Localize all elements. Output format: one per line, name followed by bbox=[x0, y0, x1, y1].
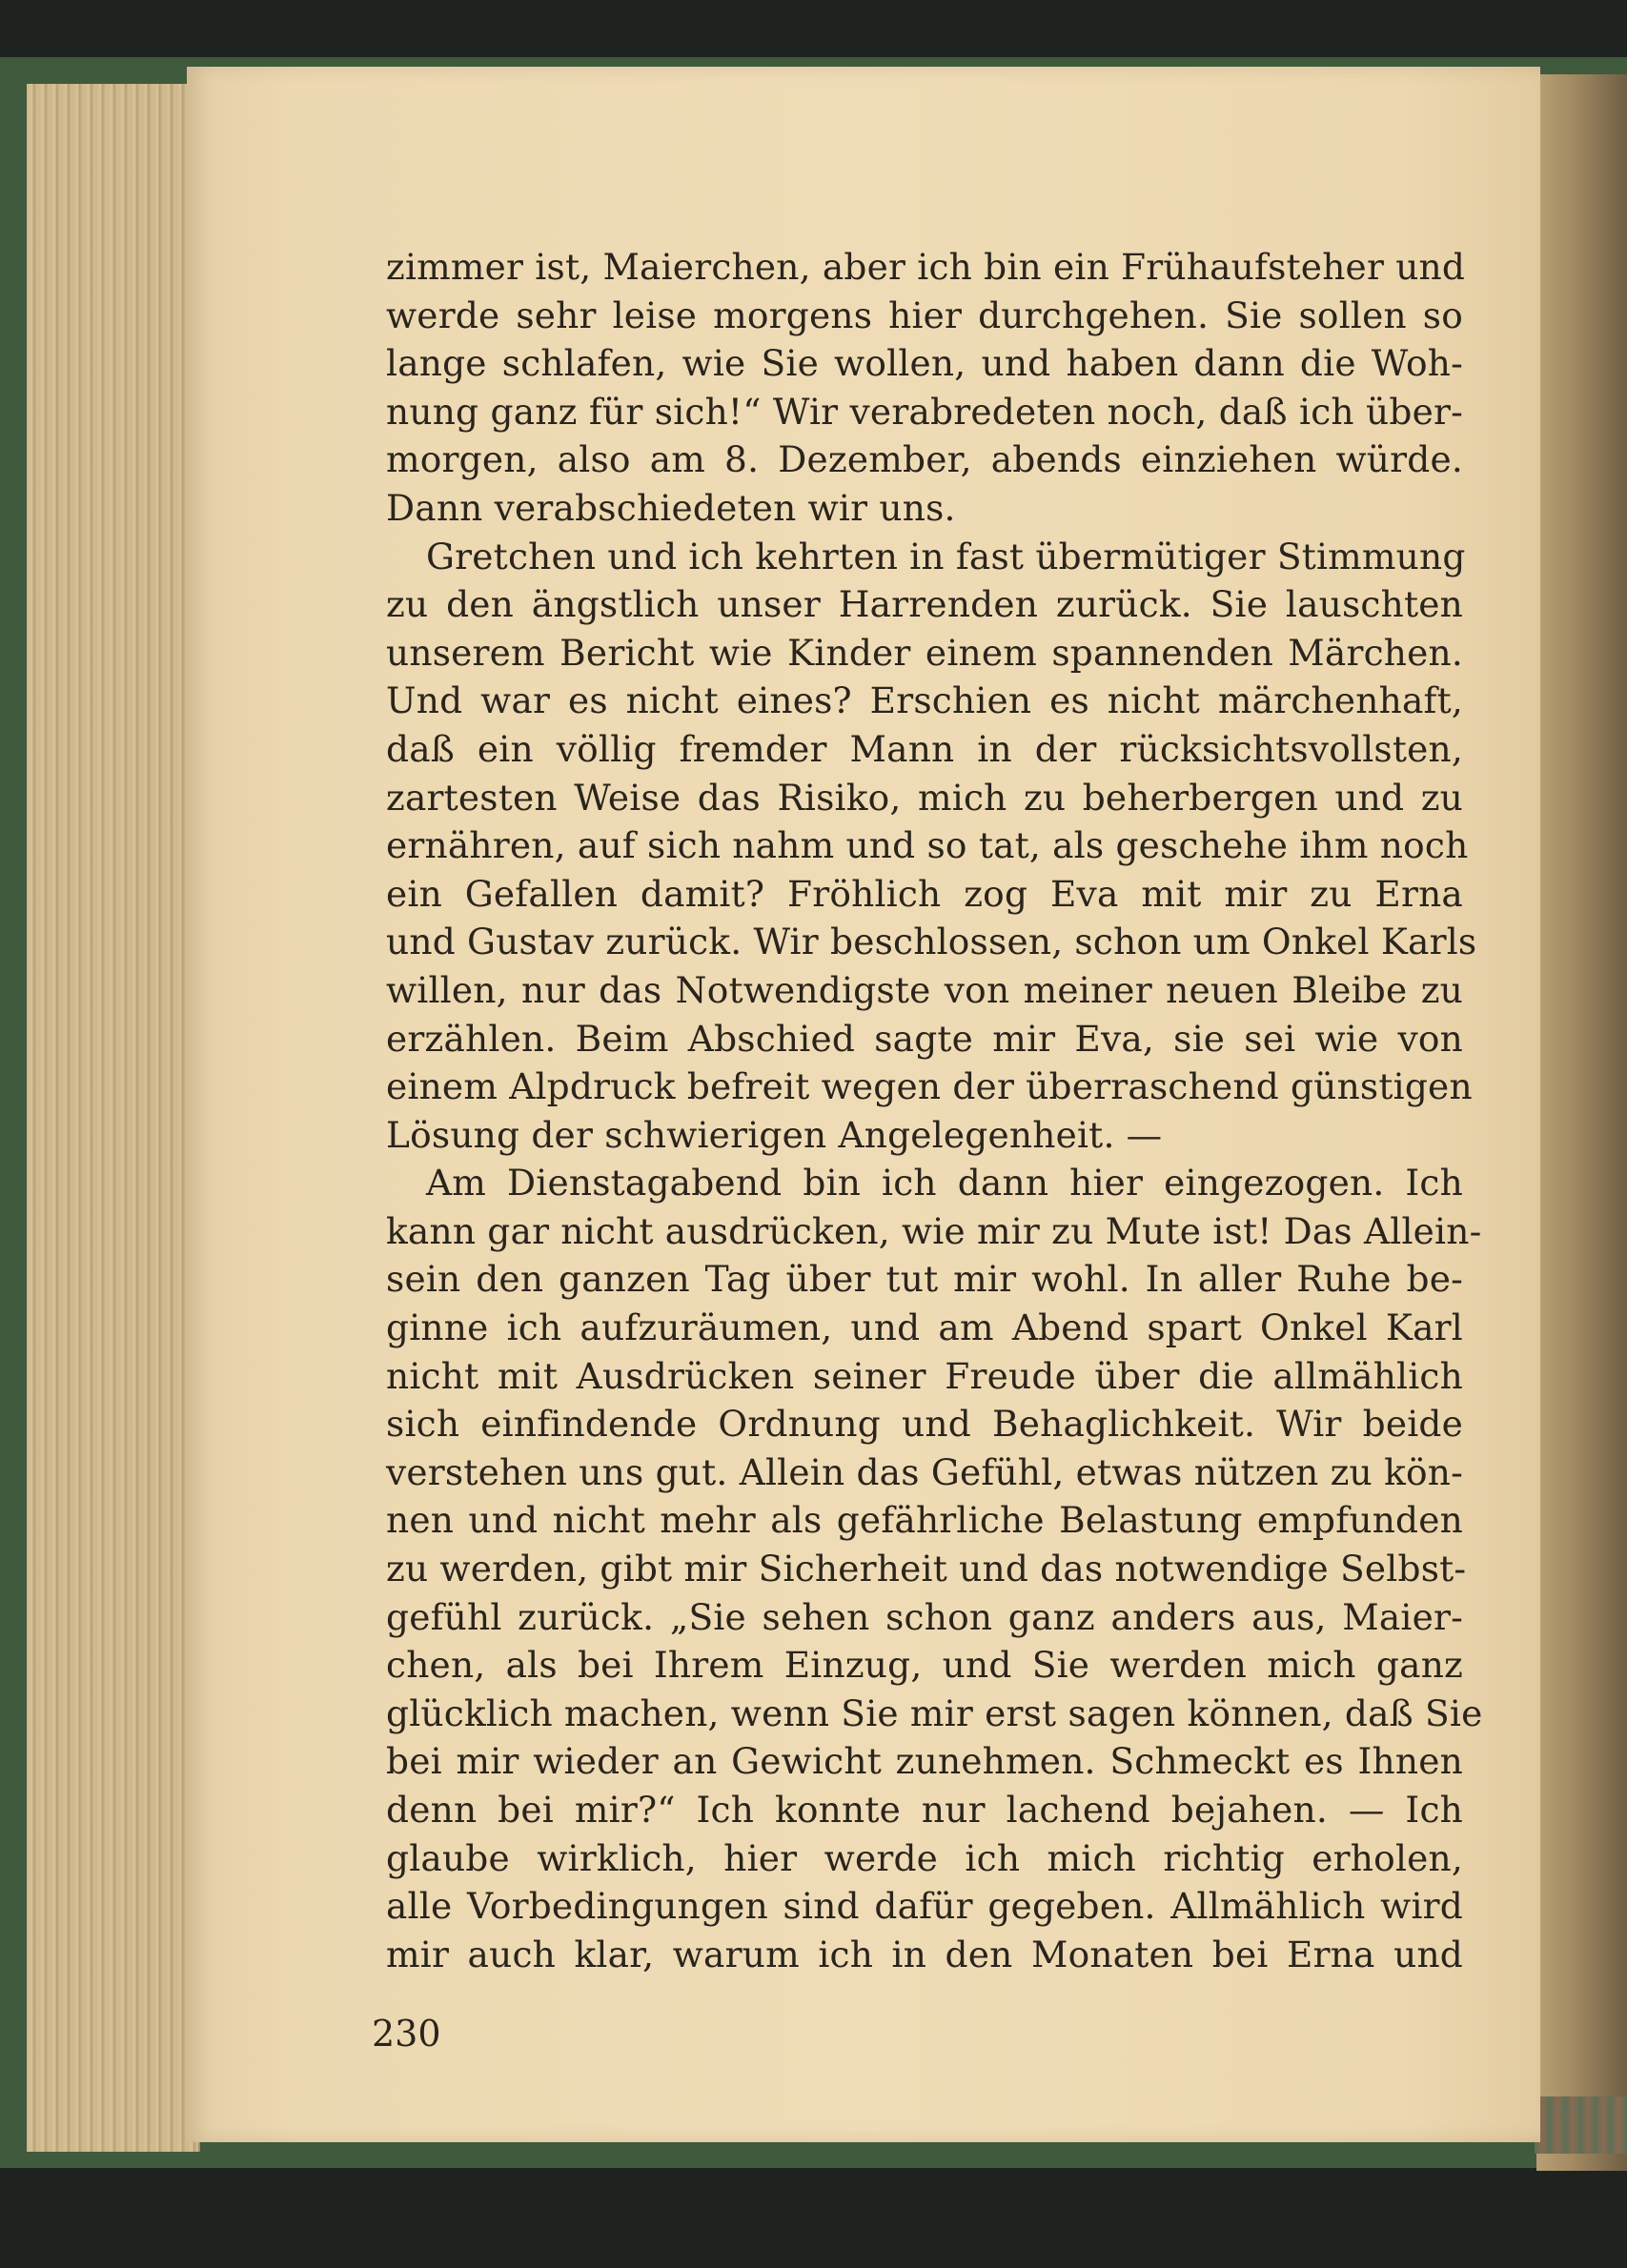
text-line: glaube wirklich, hier werde ich mich richtig erholen, bbox=[386, 1836, 1463, 1879]
text-line: Gretchen und ich kehrten in fast übermütiger Stimmung bbox=[426, 535, 1466, 577]
text-line: denn bei mir?“ Ich konnte nur lachend bejahen. — Ich bbox=[386, 1789, 1463, 1831]
text-line: daß ein völlig fremder Mann in der rücksichtsvollsten, bbox=[386, 727, 1463, 770]
text-line: Lösung der schwierigen Angelegenheit. — bbox=[386, 1113, 1163, 1156]
text-line: sich einfindende Ordnung und Behaglichkeit. Wir beide bbox=[386, 1403, 1463, 1446]
text-line: Dann verabschiedeten wir uns. bbox=[386, 486, 956, 529]
text-line: alle Vorbedingungen sind dafür gegeben. Allmählich wird bbox=[386, 1885, 1463, 1928]
text-line: lange schlafen, wie Sie wollen, und haben dann die Woh- bbox=[386, 342, 1463, 385]
text-line: chen, als bei Ihrem Einzug, und Sie werden mich ganz bbox=[386, 1644, 1463, 1687]
text-line: erzählen. Beim Abschied sagte mir Eva, sie sei wie von bbox=[386, 1017, 1463, 1060]
text-line: zu den ängstlich unser Harrenden zurück. Sie lauschten bbox=[386, 583, 1463, 626]
text-line: sein den ganzen Tag über tut mir wohl. In aller Ruhe be- bbox=[386, 1258, 1463, 1301]
text-line: ernähren, auf sich nahm und so tat, als geschehe ihm noch bbox=[386, 824, 1469, 867]
page-edges bbox=[27, 84, 200, 2152]
text-line: verstehen uns gut. Allein das Gefühl, etwas nützen zu kön- bbox=[386, 1450, 1463, 1493]
text-line: Am Dienstagabend bin ich dann hier eingezogen. Ich bbox=[426, 1162, 1463, 1205]
text-line: ein Gefallen damit? Fröhlich zog Eva mit mir zu Erna bbox=[386, 872, 1463, 915]
text-line: ginne ich aufzuräumen, und am Abend spart Onkel Karl bbox=[386, 1306, 1463, 1349]
text-line: mir auch klar, warum ich in den Monaten bei Erna und bbox=[386, 1933, 1463, 1975]
text-line: kann gar nicht ausdrücken, wie mir zu Mute ist! Das Allein- bbox=[386, 1209, 1482, 1252]
text-line: bei mir wieder an Gewicht zunehmen. Schmeckt es Ihnen bbox=[386, 1740, 1463, 1783]
text-line: werde sehr leise morgens hier durchgehen. Sie sollen so bbox=[386, 294, 1463, 336]
text-line: glücklich machen, wenn Sie mir erst sagen können, daß Sie bbox=[386, 1691, 1483, 1734]
text-line: und Gustav zurück. Wir beschlossen, schon um Onkel Karls bbox=[386, 921, 1477, 963]
text-line: zimmer ist, Maierchen, aber ich bin ein Frühaufsteher und bbox=[386, 246, 1466, 288]
page-number: 230 bbox=[372, 2013, 441, 2055]
text-line: Und war es nicht eines? Erschien es nicht märchenhaft, bbox=[386, 679, 1463, 722]
text-line: willen, nur das Notwendigste von meiner neuen Bleibe zu bbox=[386, 968, 1463, 1011]
text-line: nicht mit Ausdrücken seiner Freude über die allmählich bbox=[386, 1354, 1463, 1397]
cover-edge-band bbox=[1535, 2096, 1627, 2154]
text-line: zu werden, gibt mir Sicherheit und das notwendige Selbst- bbox=[386, 1548, 1467, 1590]
text-line: morgen, also am 8. Dezember, abends einziehen würde. bbox=[386, 438, 1463, 481]
text-line: nen und nicht mehr als gefährliche Belastung empfunden bbox=[386, 1499, 1463, 1542]
text-line: gefühl zurück. „Sie sehen schon ganz anders aus, Maier- bbox=[386, 1595, 1463, 1638]
text-line: einem Alpdruck befreit wegen der überraschend günstigen bbox=[386, 1065, 1473, 1108]
body-text bbox=[386, 243, 1483, 1978]
text-line: unserem Bericht wie Kinder einem spannenden Märchen. bbox=[386, 631, 1463, 674]
text-line: nung ganz für sich!“ Wir verabredeten noch, daß ich über- bbox=[386, 390, 1463, 433]
text-line: zartesten Weise das Risiko, mich zu beherbergen und zu bbox=[386, 776, 1463, 819]
adjacent-page-edge bbox=[1536, 74, 1627, 2171]
